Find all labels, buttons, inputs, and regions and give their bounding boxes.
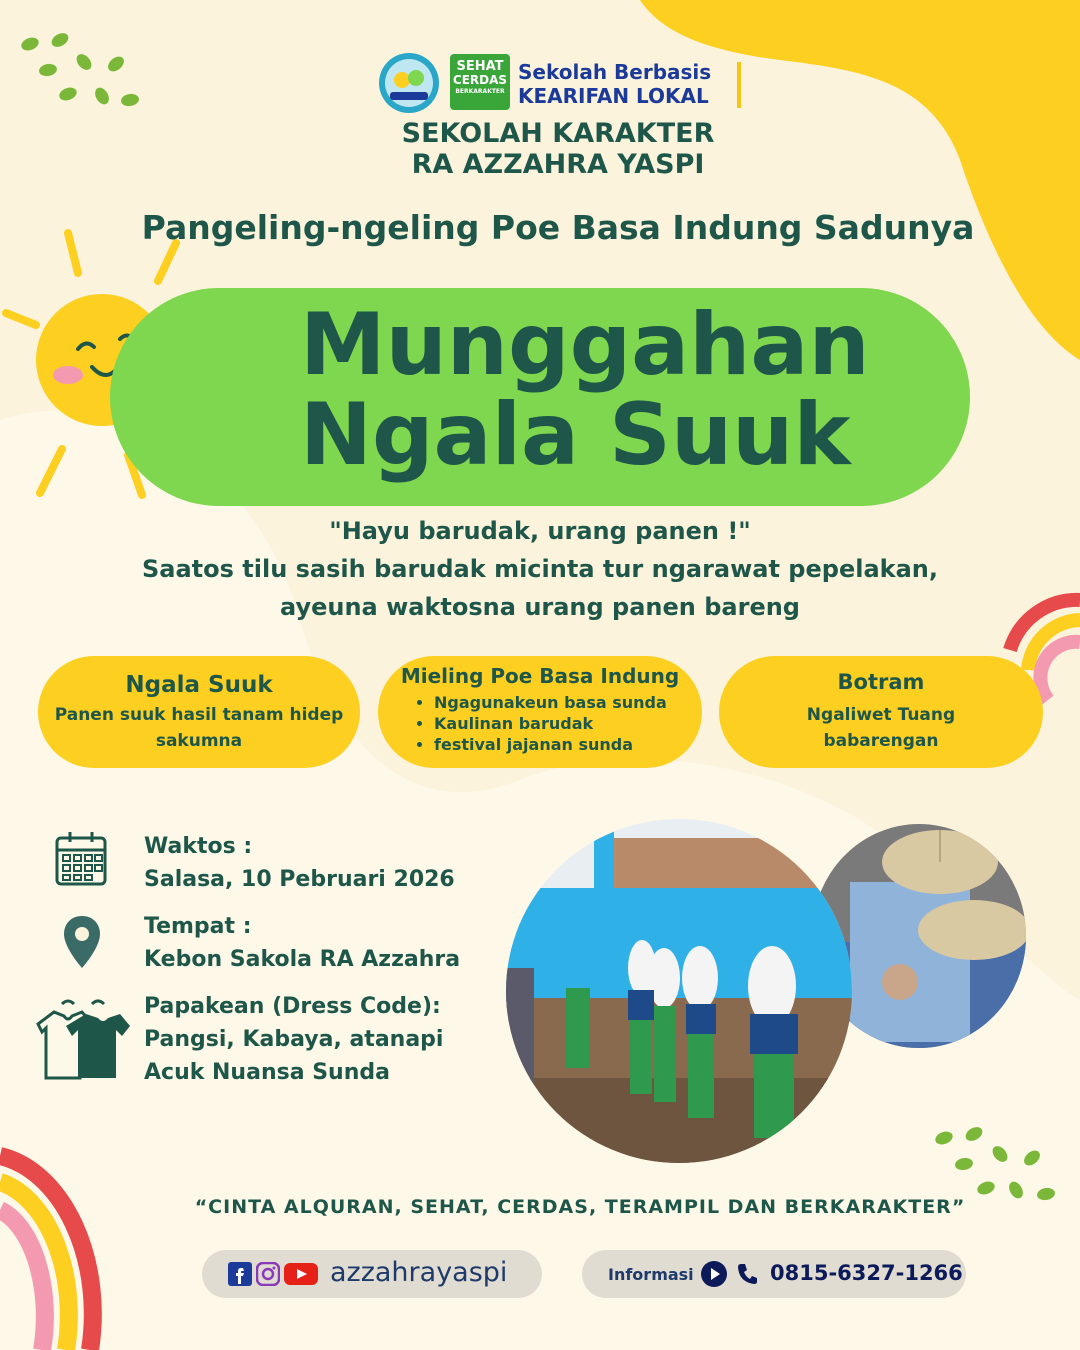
- school-logo-icon: [378, 52, 440, 114]
- dress-line2: Acuk Nuansa Sunda: [144, 1060, 390, 1085]
- school-name-line2: RA AZZAHRA YASPI: [411, 149, 705, 180]
- activity-card-mieling: [378, 656, 702, 768]
- school-name-line1: SEKOLAH KARAKTER: [401, 118, 715, 149]
- card-line1: Ngaliwet Tuang: [806, 705, 956, 725]
- clothes-icon: [32, 994, 130, 1080]
- event-title: [300, 295, 870, 485]
- social-handle[interactable]: azzahrayaspi: [330, 1257, 508, 1288]
- list-item: • festival jajanan sunda: [434, 734, 702, 755]
- youtube-icon[interactable]: [284, 1263, 318, 1285]
- harvest-photo-garden: [504, 818, 854, 1164]
- list-item: • Kaulinan barudak: [434, 713, 702, 734]
- place-value: Kebon Sakola RA Azzahra: [144, 947, 461, 972]
- instagram-icon[interactable]: [256, 1262, 280, 1286]
- badge-line2: CERDAS: [452, 73, 508, 87]
- contact-phone[interactable]: 0815-6327-1266: [770, 1261, 963, 1285]
- contact-pill[interactable]: [582, 1250, 966, 1298]
- card-title: Ngala Suuk: [125, 672, 273, 698]
- card-title: Botram: [837, 670, 925, 694]
- card-line1: Panen suuk hasil tanam hidep: [54, 705, 344, 725]
- card-list: [434, 692, 702, 755]
- facebook-icon[interactable]: [228, 1262, 252, 1286]
- sehat-cerdas-badge: [450, 54, 510, 110]
- card-title: Mieling Poe Basa Indung: [400, 664, 680, 688]
- badge-line1: SEHAT: [456, 59, 504, 74]
- location-pin-icon: [62, 914, 102, 970]
- school-name: [0, 118, 1080, 180]
- list-item: • Ngagunakeun basa sunda: [434, 692, 702, 713]
- contact-label: Informasi: [608, 1265, 694, 1284]
- phone-icon: [736, 1262, 758, 1286]
- quote-line1: "Hayu barudak, urang panen !": [329, 517, 751, 545]
- time-value: Salasa, 10 Pebruari 2026: [144, 867, 455, 892]
- event-quote: [0, 512, 1080, 626]
- info-place: [144, 910, 460, 976]
- school-motto: “CINTA ALQURAN, SEHAT, CERDAS, TERAMPIL DAN BERKARAKTER”: [194, 1196, 966, 1218]
- logo-divider: [737, 62, 741, 108]
- play-icon[interactable]: [700, 1260, 728, 1288]
- badge-line3: BERKARAKTER: [455, 88, 505, 95]
- quote-line3: ayeuna waktosna urang panen bareng: [280, 593, 800, 621]
- event-title-line1: Munggahan: [300, 295, 870, 395]
- quote-line2: Saatos tilu sasih barudak micinta tur ngarawat pepelakan,: [142, 555, 938, 583]
- logo-text-line1: Sekolah Berbasis: [518, 60, 712, 84]
- place-label: Tempat :: [144, 914, 252, 939]
- card-line2: sakumna: [155, 731, 243, 751]
- calendar-icon: [54, 830, 108, 888]
- info-dress: [144, 990, 443, 1089]
- social-pill[interactable]: [202, 1250, 542, 1298]
- card-line2: babarengan: [823, 731, 939, 751]
- logo-text-line2: KEARIFAN LOKAL: [518, 84, 709, 108]
- dress-line1: Pangsi, Kabaya, atanapi: [144, 1027, 444, 1052]
- time-label: Waktos :: [144, 834, 253, 859]
- dress-label: Papakean (Dress Code):: [144, 994, 441, 1019]
- event-title-line2: Ngala Suuk: [300, 385, 851, 485]
- activity-card-ngala-suuk: [38, 656, 360, 768]
- event-subtitle: Pangeling-ngeling Poe Basa Indung Sadunya: [141, 208, 975, 247]
- activity-card-botram: [719, 656, 1043, 768]
- info-time: [144, 830, 455, 896]
